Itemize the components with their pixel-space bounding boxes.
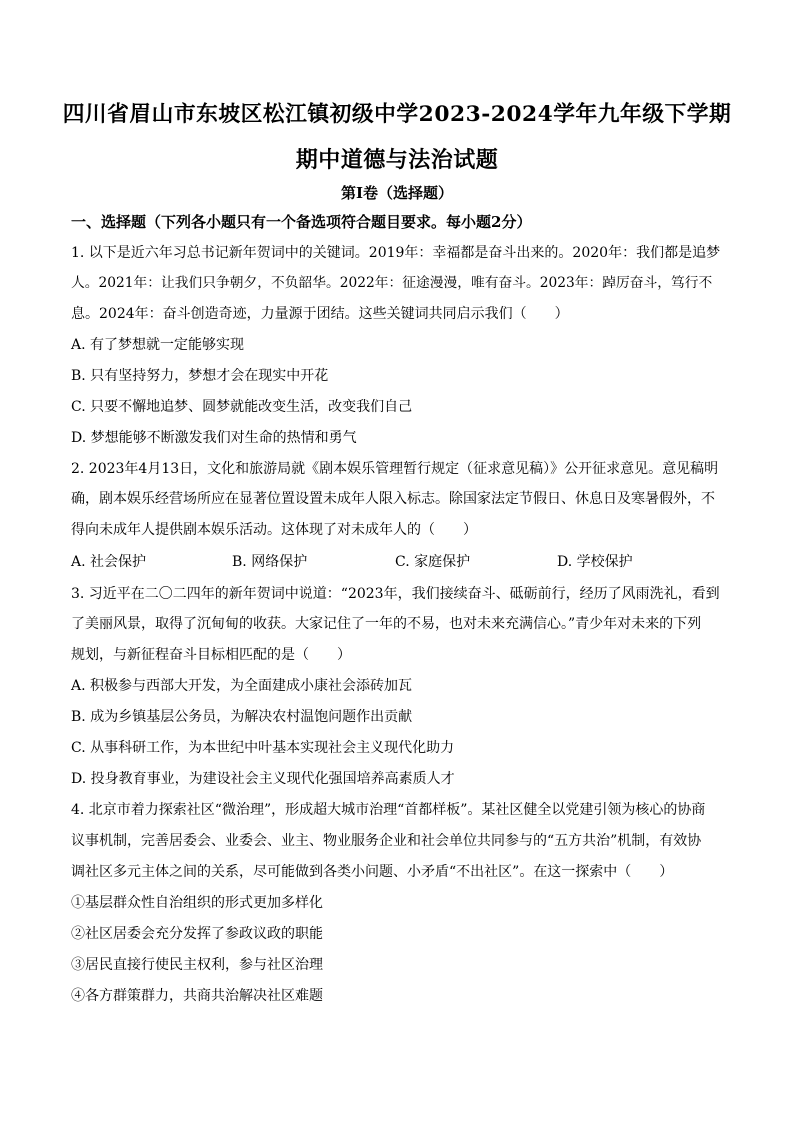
question-4-line-1: 4. 北京市着力探索社区“微治理”，形成超大城市治理“首都样板”。某社区健全以党建引领为核心的协商 [71,802,706,818]
question-2-option-c: C. 家庭保护 [395,554,471,570]
question-1-option-c: C. 只要不懈地追梦、圆梦就能改变生活，改变我们自己 [71,399,413,415]
question-2-line-2: 确，剧本娱乐经营场所应在显著位置设置未成年人限入标志。除国家法定节假日、休息日及寒暑假外，不 [71,491,715,507]
page-title: 四川省眉山市东坡区松江镇初级中学2023-2024学年九年级下学期 [62,102,732,127]
question-4-line-2: 议事机制，完善居委会、业委会、业主、物业服务企业和社会单位共同参与的“五方共治”机制，有效协 [71,833,702,849]
question-2-line-3: 得向未成年人提供剧本娱乐活动。这体现了对未成年人的（ ） [71,522,477,538]
question-1-line-3: 息。2024年：奋斗创造奇迹，力量源于团结。这些关键词共同启示我们（ ） [71,306,569,322]
question-1-line-2: 人。2021年：让我们只争朝夕，不负韶华。2022年：征途漫漫，唯有奋斗。2023年：踔厉奋斗，笃行不 [71,275,713,291]
question-3-option-a: A. 积极参与西部大开发，为全面建成小康社会添砖加瓦 [71,678,413,694]
section-heading: 一、选择题（下列各小题只有一个备选项符合题目要求。每小题2分） [71,213,532,231]
question-1-option-b: B. 只有坚持努力，梦想才会在现实中开花 [71,368,329,384]
question-4-statement-1: ①基层群众性自治组织的形式更加多样化 [71,895,323,911]
question-3-line-1: 3. 习近平在二〇二四年的新年贺词中说道：“2023年，我们接续奋斗、砥砺前行，经历了风雨洗礼，看到 [71,586,720,602]
question-4-line-3: 调社区多元主体之间的关系，尽可能做到各类小问题、小矛盾“不出社区”。在这一探索中（ ） [71,864,674,880]
question-1-line-1: 1. 以下是近六年习总书记新年贺词中的关键词。2019年：幸福都是奋斗出来的。2020年：我们都是追梦 [71,245,721,261]
question-2-line-1: 2. 2023年4月13日，文化和旅游局就《剧本娱乐管理暂行规定（征求意见稿）》公开征求意见。意见稿明 [71,461,719,477]
question-3-line-3: 规划，与新征程奋斗目标相匹配的是（ ） [71,647,351,663]
question-1-option-d: D. 梦想能够不断激发我们对生命的热情和勇气 [71,430,357,446]
question-4-statement-2: ②社区居委会充分发挥了参政议政的职能 [71,926,323,942]
question-1-option-a: A. 有了梦想就一定能够实现 [71,337,245,353]
question-3-option-c: C. 从事科研工作，为本世纪中叶基本实现社会主义现代化助力 [71,740,455,756]
question-3-option-b: B. 成为乡镇基层公务员，为解决农村温饱问题作出贡献 [71,709,413,725]
question-4-statement-3: ③居民直接行使民主权利，参与社区治理 [71,957,323,973]
question-4-statement-4: ④各方群策群力，共商共治解决社区难题 [71,988,323,1004]
question-2-option-d: D. 学校保护 [557,554,633,570]
page-title-line2: 期中道德与法治试题 [295,147,499,173]
question-3-option-d: D. 投身教育事业，为建设社会主义现代化强国培养高素质人才 [71,771,455,787]
question-3-line-2: 了美丽风景，取得了沉甸甸的收获。大家记住了一年的不易，也对未来充满信心。”青少年对未来的下列 [71,616,702,632]
question-2-option-b: B. 网络保护 [232,554,308,570]
question-2-option-a: A. 社会保护 [71,554,147,570]
volume-heading: 第Ⅰ卷（选择题） [340,184,454,202]
